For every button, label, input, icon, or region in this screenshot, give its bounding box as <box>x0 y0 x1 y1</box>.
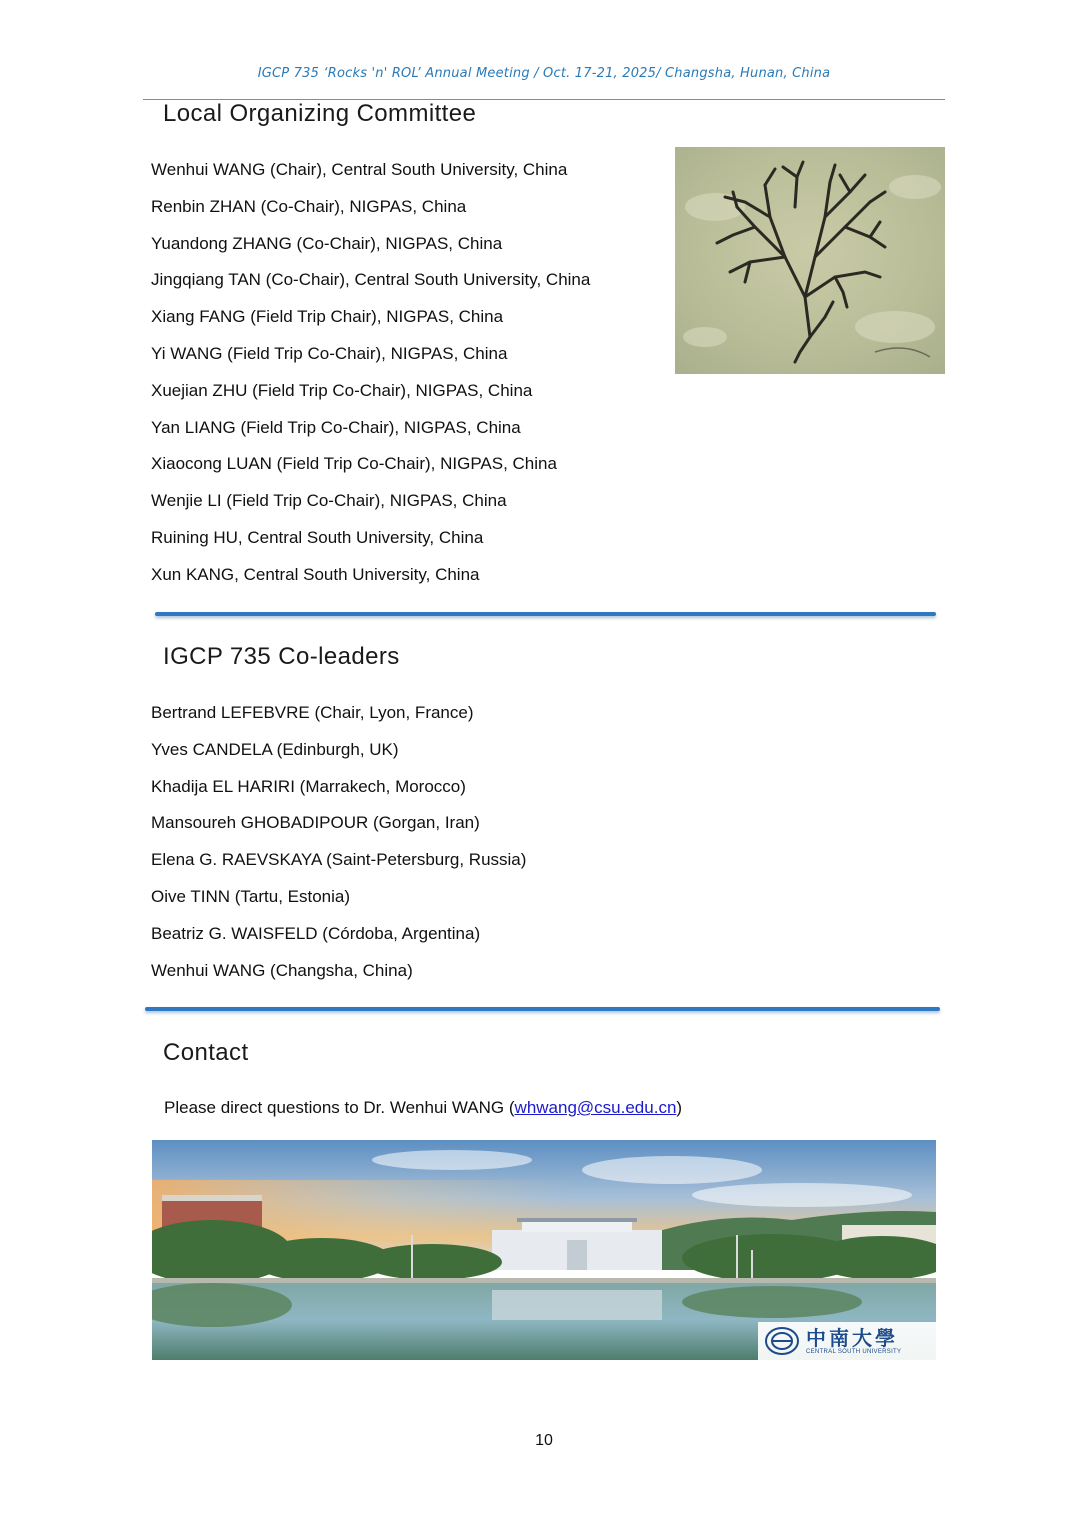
contact-text-before: Please direct questions to Dr. Wenhui WANG ( <box>164 1098 515 1117</box>
list-item: Mansoureh GHOBADIPOUR (Gorgan, Iran) <box>151 813 480 833</box>
coleaders-title: IGCP 735 Co-leaders <box>163 643 400 670</box>
list-item: Renbin ZHAN (Co-Chair), NIGPAS, China <box>151 196 467 216</box>
section-divider <box>155 612 936 616</box>
list-item: Wenjie LI (Field Trip Co-Chair), NIGPAS, China <box>151 491 507 511</box>
list-item: Elena G. RAEVSKAYA (Saint-Petersburg, Russia) <box>151 850 527 870</box>
page-number: 10 <box>535 1432 553 1449</box>
list-item: Xiaocong LUAN (Field Trip Co-Chair), NIGPAS, China <box>151 454 557 474</box>
list-item: Wenhui WANG (Changsha, China) <box>151 960 413 980</box>
list-item: Ruining HU, Central South University, China <box>151 527 484 547</box>
list-item: Yuandong ZHANG (Co-Chair), NIGPAS, China <box>151 233 503 253</box>
loc-title: Local Organizing Committee <box>163 100 477 127</box>
campus-photo <box>152 1140 936 1360</box>
coleader-list <box>151 701 526 995</box>
logo-chinese-text: 中南大學 <box>806 1326 898 1350</box>
university-logo <box>758 1322 936 1360</box>
list-item: Khadija EL HARIRI (Marrakech, Morocco) <box>151 776 466 796</box>
running-header: IGCP 735 ‘Rocks 'n' ROL’ Annual Meeting / Oct. 17-21, 2025/ Changsha, Hunan, China <box>257 66 831 81</box>
list-item: Yves CANDELA (Edinburgh, UK) <box>151 739 399 759</box>
university-emblem-icon <box>764 1326 800 1356</box>
loc-member-list <box>151 158 590 600</box>
list-item: Yi WANG (Field Trip Co-Chair), NIGPAS, China <box>151 343 508 363</box>
list-item: Bertrand LEFEBVRE (Chair, Lyon, France) <box>151 703 474 722</box>
fossil-photo <box>675 147 945 374</box>
list-item: Beatriz G. WAISFELD (Córdoba, Argentina) <box>151 923 481 943</box>
list-item: Xun KANG, Central South University, China <box>151 564 480 584</box>
list-item: Yan LIANG (Field Trip Co-Chair), NIGPAS, China <box>151 417 521 437</box>
list-item: Xuejian ZHU (Field Trip Co-Chair), NIGPAS, China <box>151 380 533 400</box>
section-divider <box>145 1007 940 1011</box>
contact-text <box>164 1098 682 1118</box>
logo-english-text: CENTRAL SOUTH UNIVERSITY <box>806 1349 902 1355</box>
email-link[interactable]: whwang@csu.edu.cn <box>514 1098 677 1117</box>
contact-text-after: ) <box>676 1098 683 1117</box>
list-item: Xiang FANG (Field Trip Chair), NIGPAS, China <box>151 307 504 327</box>
list-item: Oive TINN (Tartu, Estonia) <box>151 886 351 906</box>
list-item: Jingqiang TAN (Co-Chair), Central South University, China <box>151 270 591 290</box>
list-item: Wenhui WANG (Chair), Central South University, China <box>151 160 568 179</box>
contact-title: Contact <box>163 1039 249 1066</box>
